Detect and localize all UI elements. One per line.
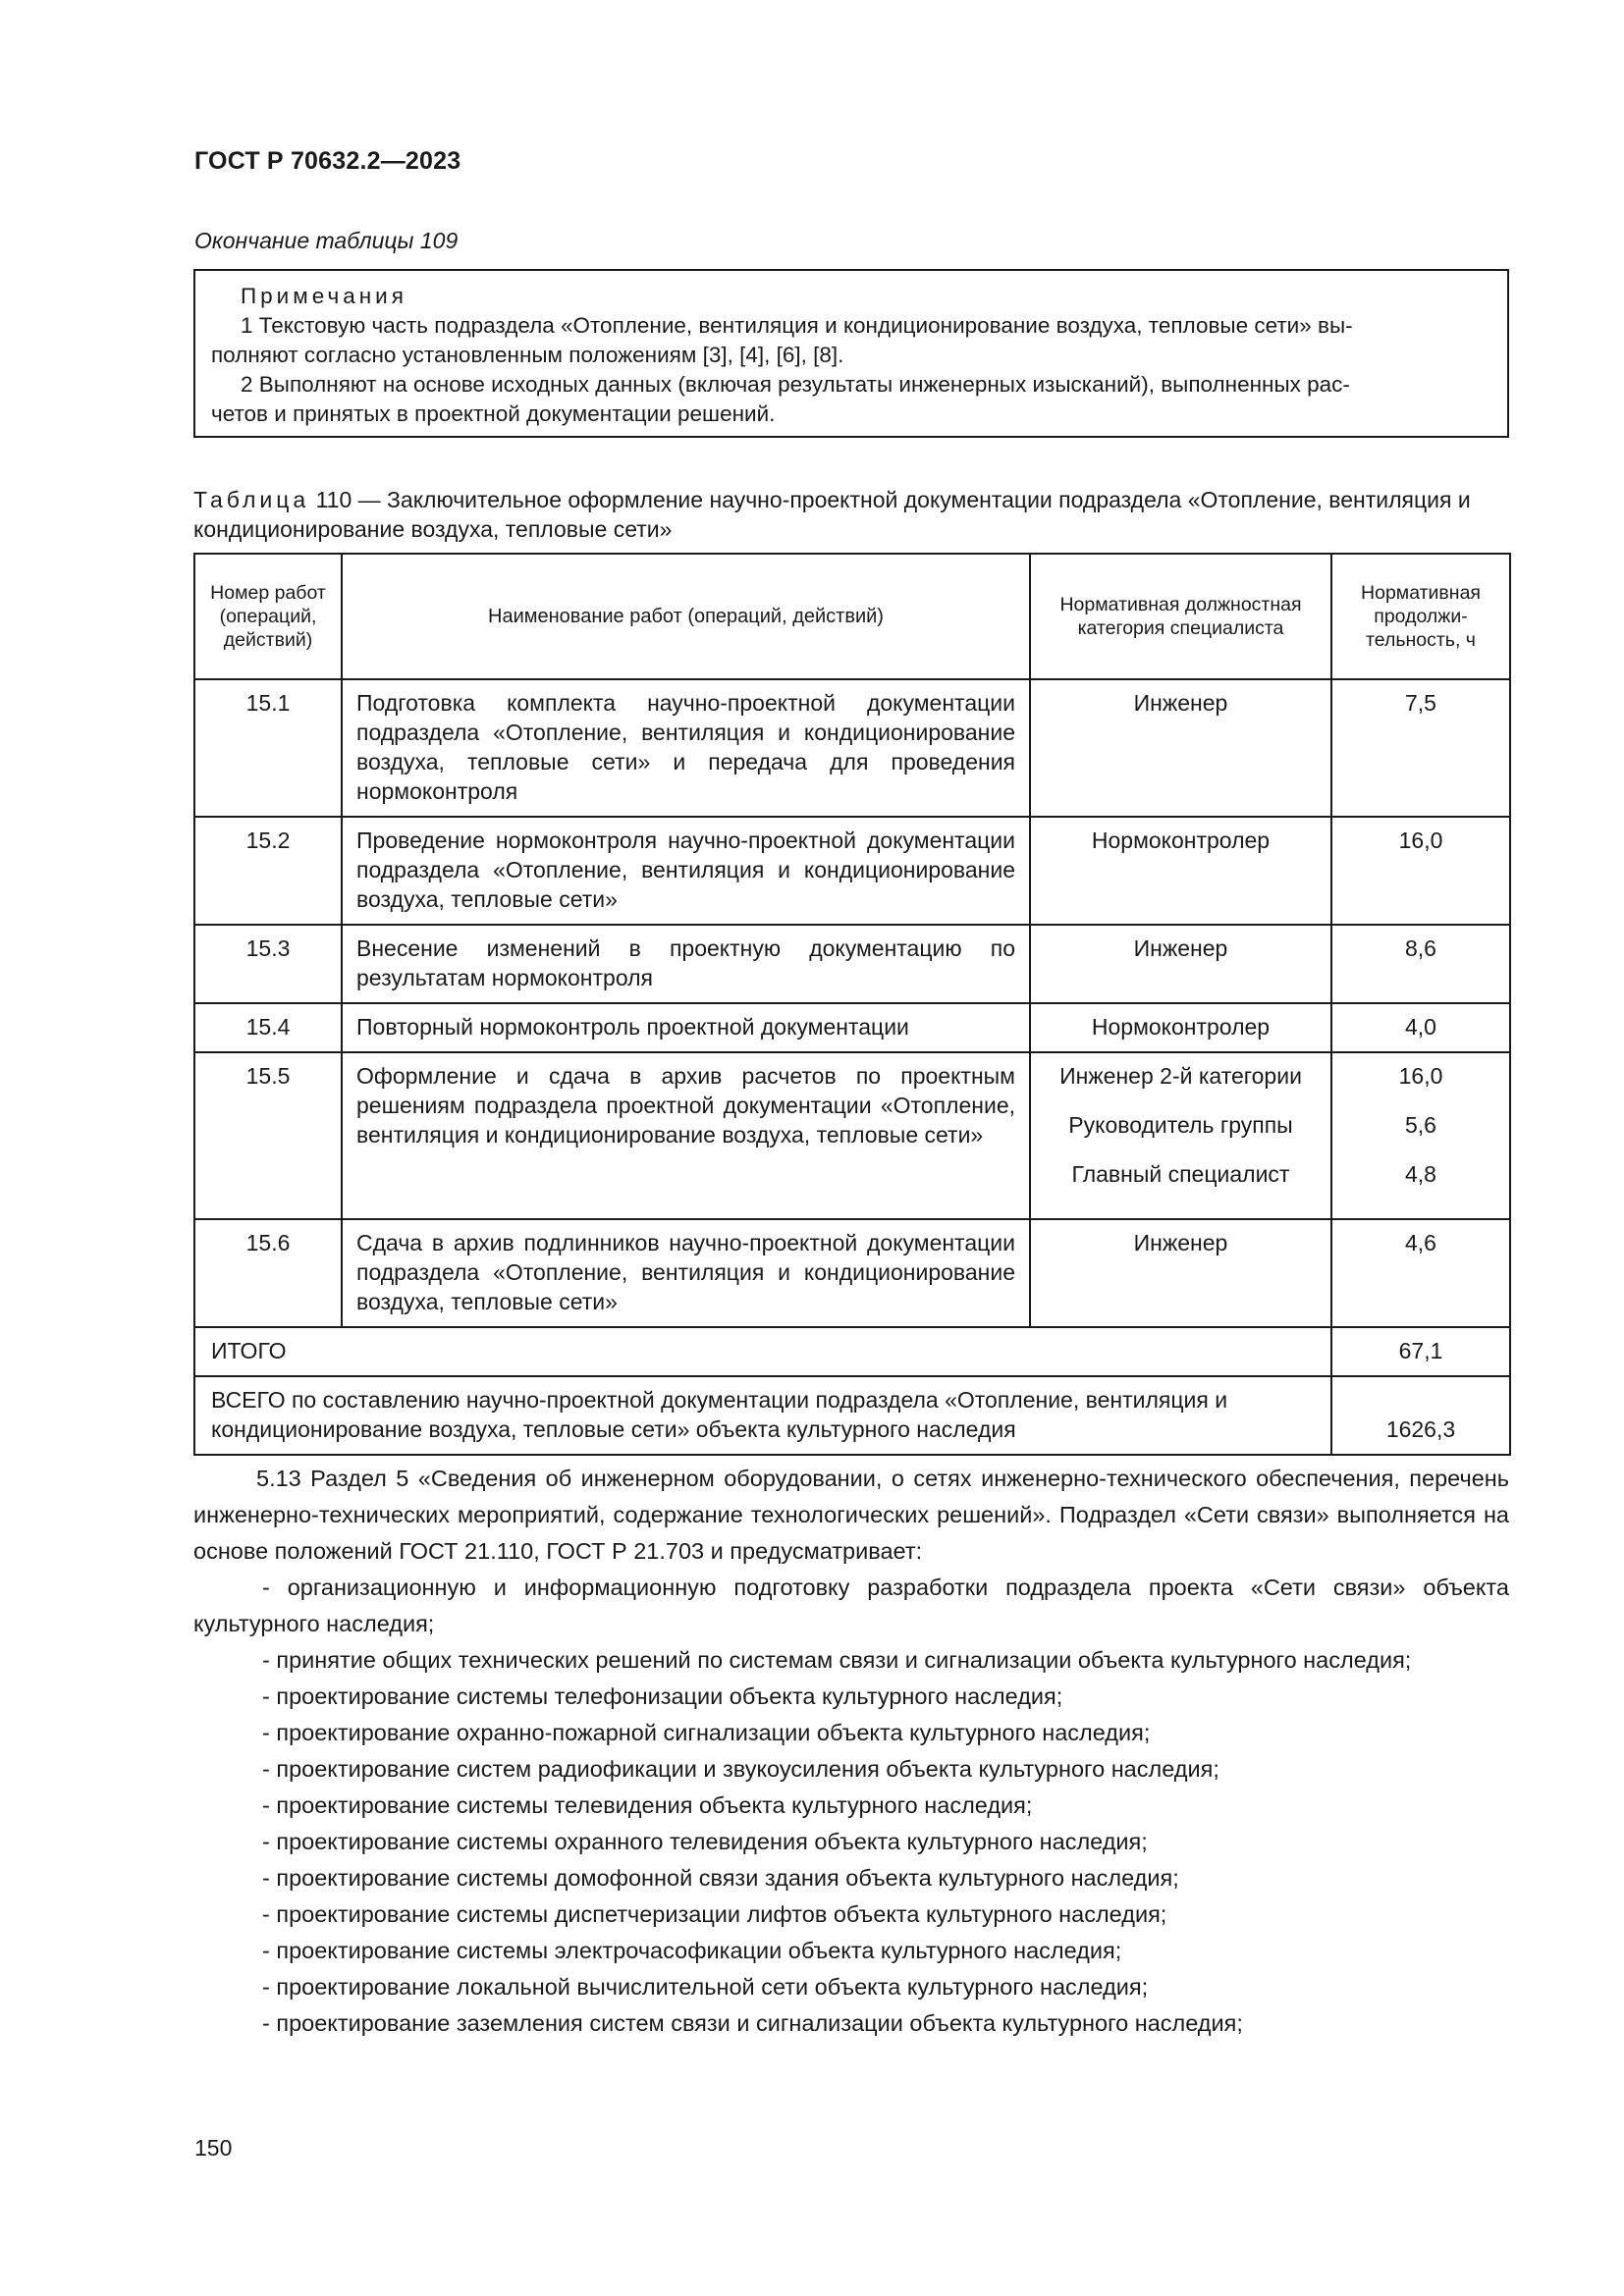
row-num: 15.5 [194, 1052, 342, 1219]
row-name: Сдача в архив подлинников научно-проектной документации подраздела «Отопление, вентиляция и кондиционирование воздуха, тепловые сети» [342, 1219, 1030, 1327]
list-item: - проектирование системы домофонной связи здания объекта культурного наследия; [262, 1865, 1179, 1891]
row-num: 15.3 [194, 925, 342, 1003]
row-duration: 8,6 [1331, 925, 1510, 1003]
total-label: ИТОГО [194, 1327, 1331, 1376]
row-category: Нормоконтролер [1030, 1003, 1331, 1052]
row-duration: 16,0 [1398, 1063, 1443, 1089]
row-num: 15.2 [194, 817, 342, 925]
table-row [194, 1052, 1510, 1219]
table-caption-label: Таблица [193, 487, 310, 512]
list-item: - проектирование систем радиофикации и звукоусиления объекта культурного наследия; [262, 1756, 1219, 1782]
row-name: Проведение нормоконтроля научно-проектной документации подраздела «Отопление, вентиляция и кондиционирование воздуха, тепловые сети» [342, 817, 1030, 925]
row-duration-list [1331, 1052, 1510, 1219]
work-table [193, 553, 1511, 1456]
list-item: - проектирование системы телевидения объекта культурного наследия; [262, 1792, 1033, 1818]
row-category: Руководитель группы [1068, 1112, 1293, 1138]
note-line: 1 Текстовую часть подраздела «Отопление, вентиляция и кондиционирование воздуха, тепловые сети» вы- [241, 313, 1353, 338]
row-duration: 16,0 [1331, 817, 1510, 925]
list-item: - принятие общих технических решений по системам связи и сигнализации объекта культурного наследия; [262, 1647, 1412, 1673]
total-value: 67,1 [1331, 1327, 1510, 1376]
row-category: Инженер [1030, 679, 1331, 817]
row-name: Подготовка комплекта научно-проектной документации подраздела «Отопление, вентиляция и кондиционирование воздуха, тепловые сети» и передача для проведения нормоконтроля [342, 679, 1030, 817]
header-name: Наименование работ (операций, действий) [342, 554, 1030, 679]
note-item [211, 311, 1491, 370]
list-item: - проектирование локальной вычислительной сети объекта культурного наследия; [262, 1974, 1149, 2000]
total-row [194, 1327, 1510, 1376]
row-name: Повторный нормоконтроль проектной документации [342, 1003, 1030, 1052]
list-item: - проектирование системы диспетчеризации лифтов объекта культурного наследия; [262, 1901, 1167, 1927]
note-item [211, 370, 1491, 429]
row-category-list [1030, 1052, 1331, 1219]
note-line: четов и принятых в проектной документации решений. [211, 401, 776, 426]
row-category: Инженер [1030, 1219, 1331, 1327]
list-item: - проектирование заземления систем связи и сигнализации объекта культурного наследия; [262, 2010, 1243, 2036]
document-code: ГОСТ Р 70632.2—2023 [194, 147, 461, 175]
row-category: Нормоконтролер [1030, 817, 1331, 925]
row-duration: 4,6 [1331, 1219, 1510, 1327]
table-caption-text: 110 — Заключительное оформление научно-проектной документации подраздела «Отопление, вентиляция и кондиционирование воздуха, тепловые сети» [193, 487, 1471, 542]
grand-total-label: ВСЕГО по составлению научно-проектной документации подраздела «Отопление, вентиляция и кондиционирование воздуха, тепловые сети» объекта культурного наследия [194, 1376, 1331, 1455]
row-name: Внесение изменений в проектную документацию по результатам нормоконтроля [342, 925, 1030, 1003]
table-header-row [194, 554, 1510, 679]
list-item: - проектирование системы телефонизации объекта культурного наследия; [262, 1683, 1063, 1709]
row-num: 15.6 [194, 1219, 342, 1327]
list-item: - проектирование охранно-пожарной сигнализации объекта культурного наследия; [262, 1720, 1151, 1745]
list-item: - проектирование системы охранного телевидения объекта культурного наследия; [262, 1829, 1148, 1854]
header-duration: Нормативная продолжи-тельность, ч [1331, 554, 1510, 679]
note-line: 2 Выполняют на основе исходных данных (включая результаты инженерных изысканий), выполненных рас- [241, 372, 1350, 397]
section-body [193, 1461, 1509, 2042]
table-row [194, 1219, 1510, 1327]
table-row [194, 679, 1510, 817]
row-num: 15.1 [194, 679, 342, 817]
section-intro: 5.13 Раздел 5 «Сведения об инженерном оборудовании, о сетях инженерно-технического обеспечения, перечень инженерно-технических мероприятий, содержание технологических решений». Подраздел «Сети связи» выполняется на основе положений ГОСТ 21.110, ГОСТ Р 21.703 и предусматривает: [193, 1466, 1509, 1564]
list-item: - проектирование системы электрочасофикации объекта культурного наследия; [262, 1938, 1122, 1963]
row-duration: 4,0 [1331, 1003, 1510, 1052]
table-continuation-label: Окончание таблицы 109 [194, 228, 459, 253]
grand-total-row [194, 1376, 1510, 1455]
table-caption [193, 485, 1509, 544]
row-category: Инженер 2-й категории [1059, 1063, 1302, 1089]
notes-box [193, 269, 1509, 438]
row-duration: 5,6 [1405, 1112, 1436, 1138]
table-row [194, 1003, 1510, 1052]
row-duration: 7,5 [1331, 679, 1510, 817]
row-duration: 4,8 [1405, 1161, 1436, 1187]
notes-title: Примечания [241, 284, 407, 308]
row-category: Главный специалист [1071, 1161, 1290, 1187]
row-num: 15.4 [194, 1003, 342, 1052]
grand-total-value: 1626,3 [1331, 1376, 1510, 1455]
header-num: Номер работ (операций, действий) [194, 554, 342, 679]
table-row [194, 925, 1510, 1003]
list-item: - организационную и информационную подготовку разработки подраздела проекта «Сети связи» объекта культурного наследия; [193, 1575, 1509, 1636]
row-category: Инженер [1030, 925, 1331, 1003]
page-number: 150 [194, 2135, 233, 2161]
row-name: Оформление и сдача в архив расчетов по проектным решениям подраздела проектной документации «Отопление, вентиляция и кондиционирование воздуха, тепловые сети» [342, 1052, 1030, 1219]
table-row [194, 817, 1510, 925]
header-category: Нормативная должностная категория специалиста [1030, 554, 1331, 679]
note-line: полняют согласно установленным положениям [3], [4], [6], [8]. [211, 343, 844, 367]
